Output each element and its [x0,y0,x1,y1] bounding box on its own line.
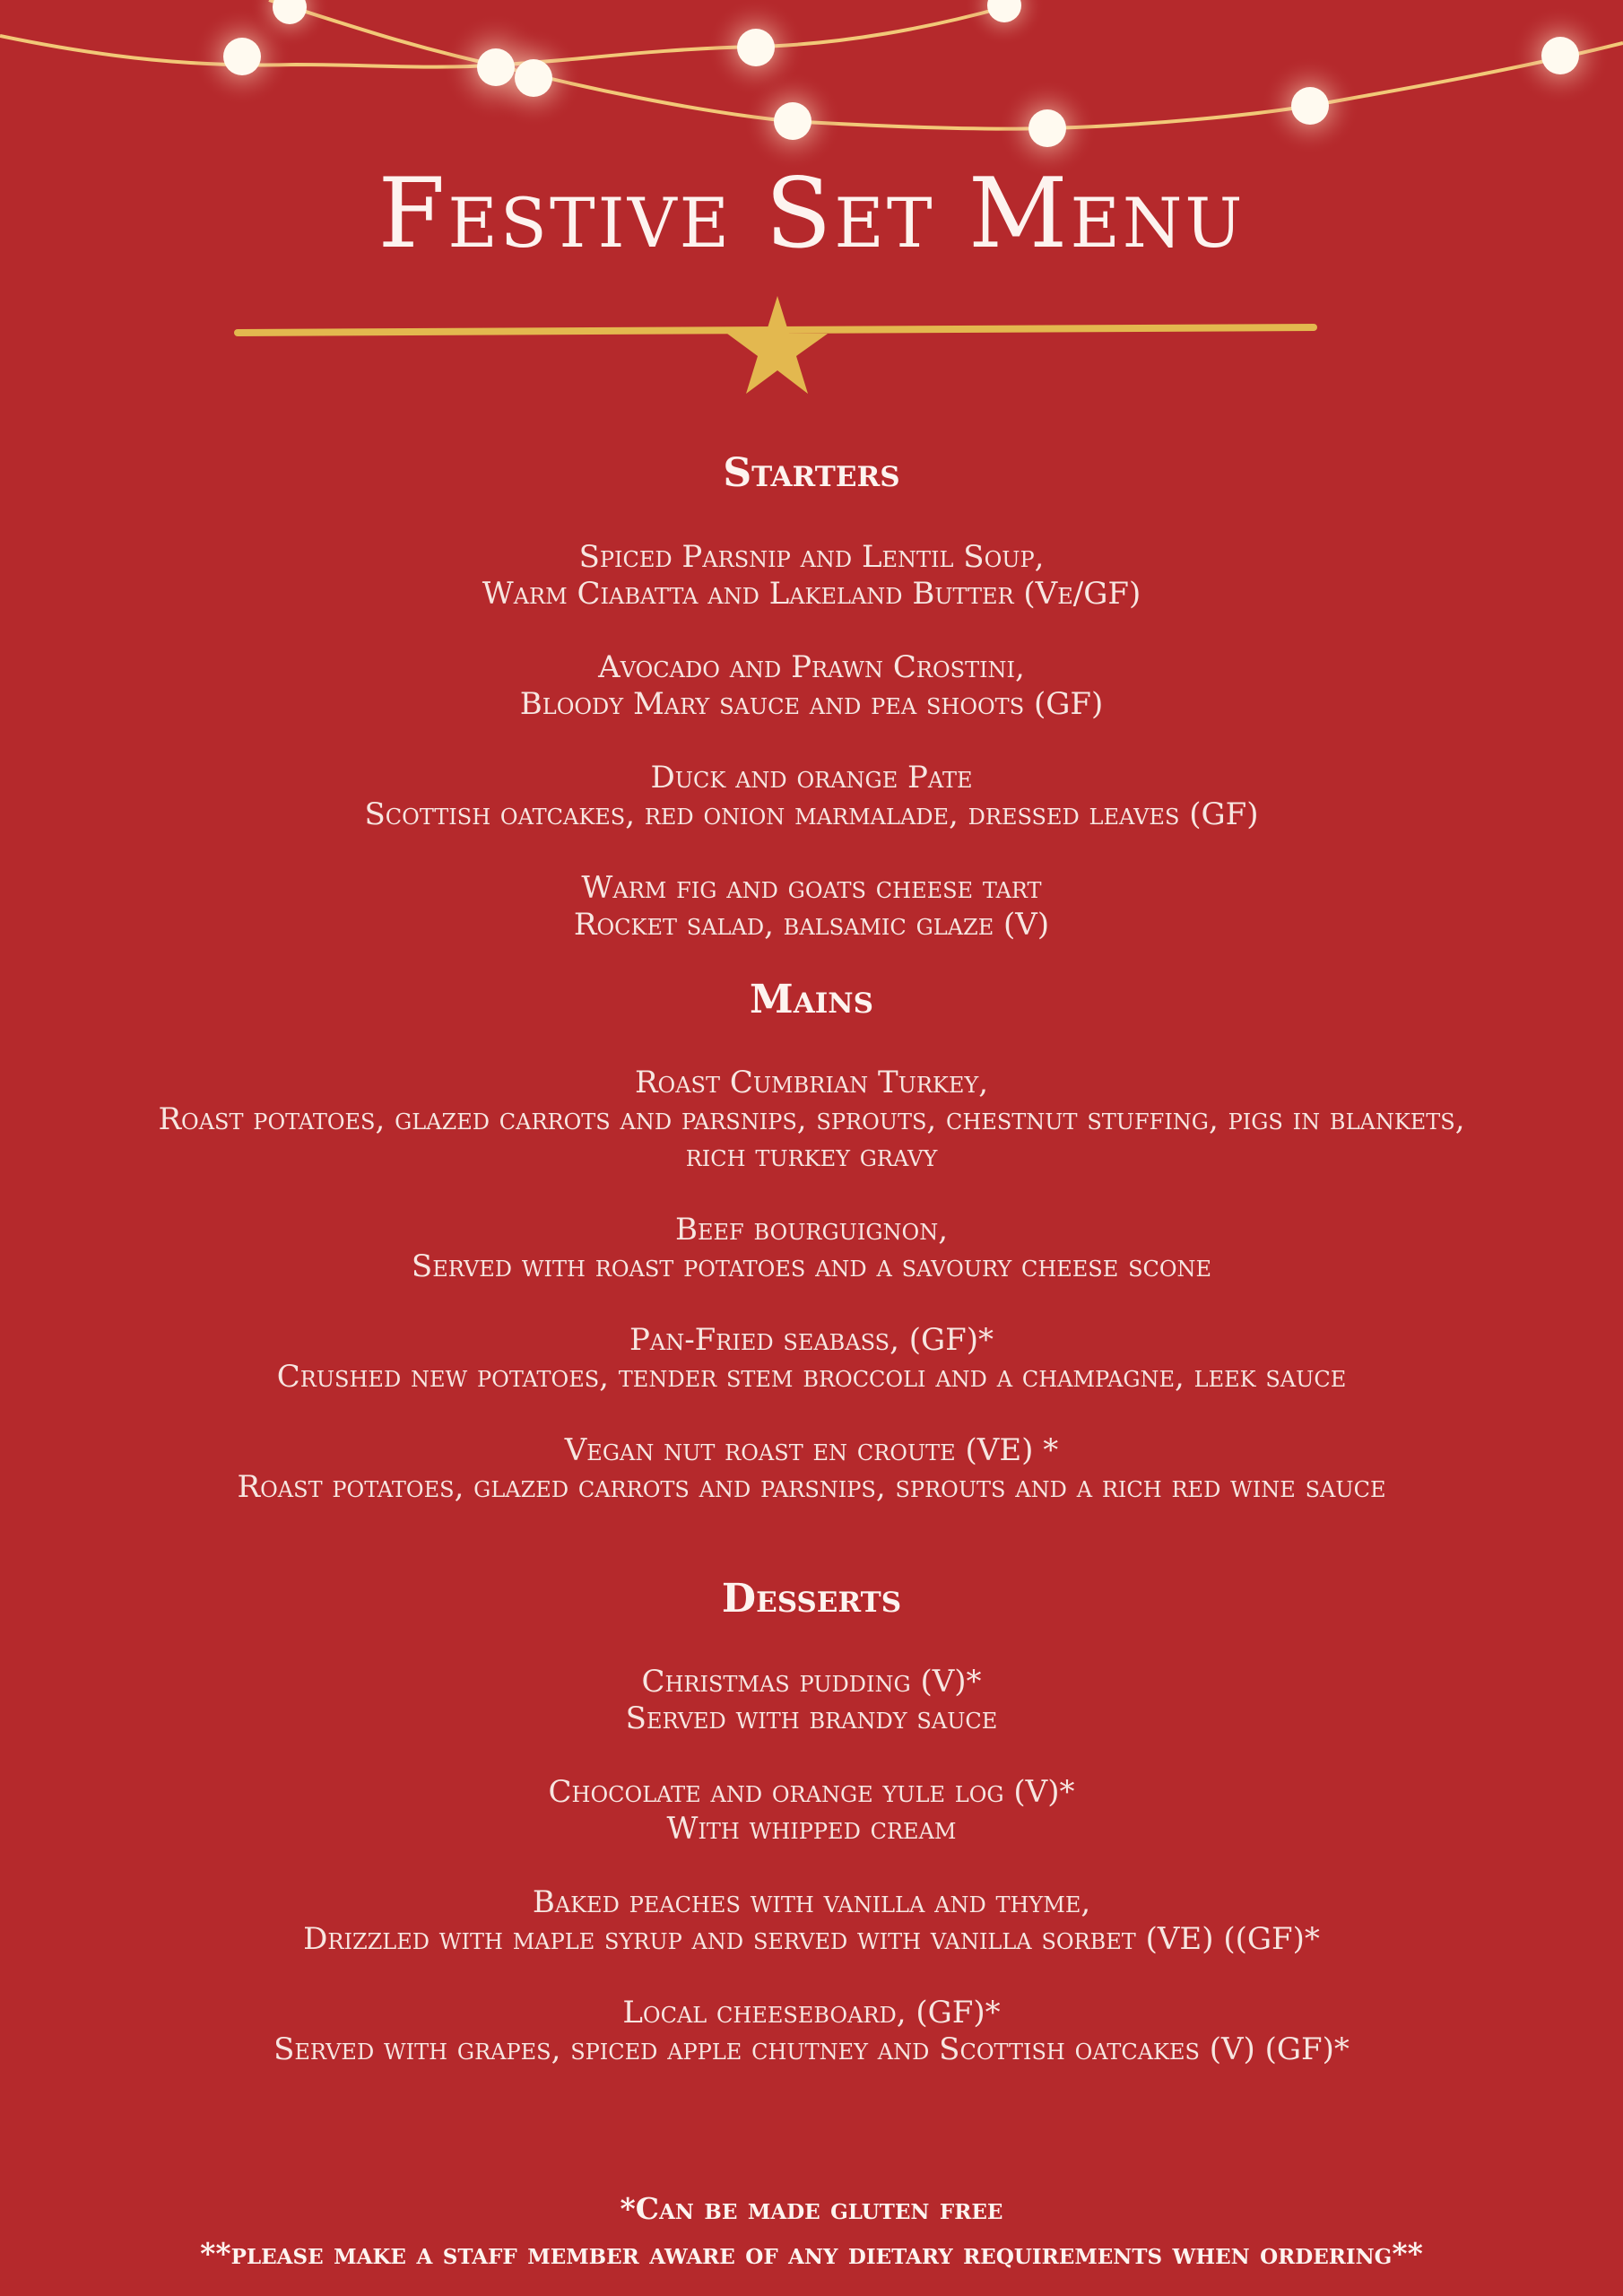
item-description: Served with brandy sauce [625,1700,998,1736]
string-lights-decoration [0,0,1623,179]
star-icon [727,296,828,394]
menu-item [0,649,1623,723]
dietary-requirements-note: **please make a staff member aware of any dietary requirements when ordering** [200,2236,1423,2271]
menu-item [0,1322,1623,1396]
item-description: Crushed new potatoes, tender stem broccoli and a champagne, leek sauce [276,1359,1347,1395]
menu-item [0,870,1623,944]
item-description: With whipped cream [666,1811,957,1847]
item-description: Bloody Mary sauce and pea shoots (GF) [519,686,1104,722]
item-name: Beef bourguignon, [674,1212,949,1248]
gold-star-divider [233,291,1318,399]
item-description: Roast potatoes, glazed carrots and parsnips, sprouts and a rich red wine sauce [237,1469,1386,1505]
menu-item [0,1664,1623,1737]
menu-item [0,1774,1623,1848]
item-name: Christmas pudding (V)* [641,1664,982,1700]
section-title-starters: Starters [723,450,900,496]
gluten-free-note: *Can be made gluten free [620,2191,1003,2226]
section-title-desserts: Desserts [721,1576,902,1622]
item-name: Duck and orange Pate [650,760,973,796]
item-description: rich turkey gravy [685,1138,938,1174]
menu-item [0,760,1623,833]
menu-title: Festive Set Menu [378,158,1245,270]
menu-item [0,539,1623,613]
item-description: Served with grapes, spiced apple chutney and Scottish oatcakes (V) (GF)* [273,2031,1350,2067]
item-description: Roast potatoes, glazed carrots and parsnips, sprouts, chestnut stuffing, pigs in blankets, [158,1101,1465,1137]
menu-item [0,1212,1623,1285]
item-description: Served with roast potatoes and a savoury cheese scone [411,1248,1212,1284]
menu-item [0,1995,1623,2068]
item-description: Warm Ciabatta and Lakeland Butter (Ve/GF) [482,576,1141,612]
item-name: Avocado and Prawn Crostini, [598,649,1025,685]
item-name: Vegan nut roast en croute (VE) * [564,1432,1059,1468]
item-description: Rocket salad, balsamic glaze (V) [573,907,1050,943]
menu-item [0,1884,1623,1958]
menu-item [0,1065,1623,1175]
item-name: Roast Cumbrian Turkey, [634,1065,989,1100]
item-name: Pan-Fried seabass, (GF)* [629,1322,994,1358]
item-name: Baked peaches with vanilla and thyme, [532,1884,1091,1920]
item-description: Scottish oatcakes, red onion marmalade, dressed leaves (GF) [364,796,1259,832]
item-name: Spiced Parsnip and Lentil Soup, [578,539,1045,575]
item-name: Warm fig and goats cheese tart [581,870,1042,906]
menu-item [0,1432,1623,1506]
item-name: Chocolate and orange yule log (V)* [548,1774,1075,1810]
item-name: Local cheeseboard, (GF)* [622,1995,1001,2031]
section-title-mains: Mains [750,977,873,1022]
item-description: Drizzled with maple syrup and served with vanilla sorbet (VE) ((GF)* [303,1921,1320,1957]
